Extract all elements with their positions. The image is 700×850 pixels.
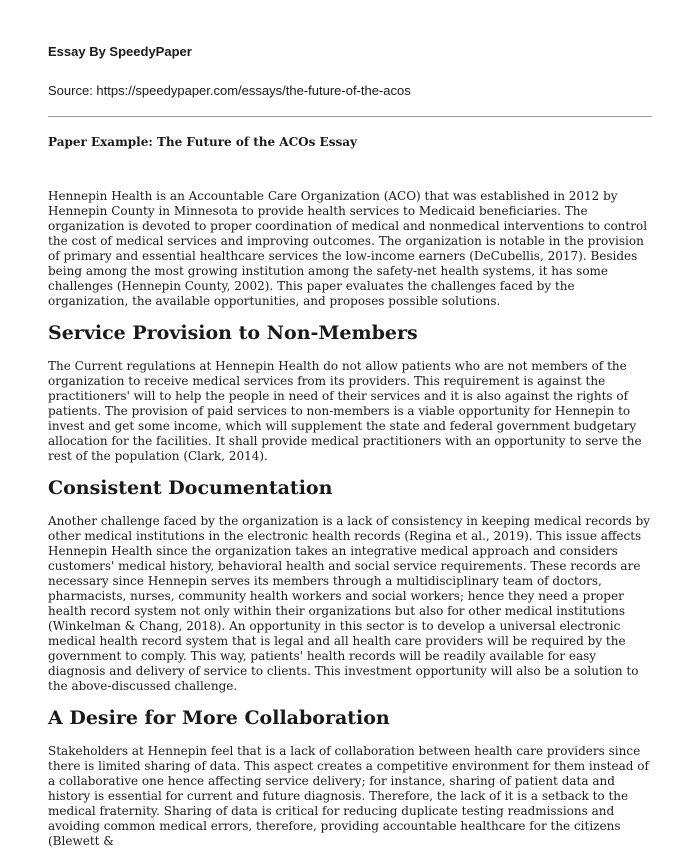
brand-label: Essay By SpeedyPaper	[48, 44, 192, 59]
section-heading-collaboration: A Desire for More Collaboration	[48, 707, 390, 729]
intro-paragraph: Hennepin Health is an Accountable Care Organization (ACO) that was established in 2012 by Hennepin County in Minnesota to provide health services to Medicaid beneficiaries. The organization is devoted to proper coordination of medical and nonmedical interventions to control the cost of medical services and improving outcomes. The organization is notable in the provision of primary and essential healthcare services the low-income earners (DeCubellis, 2017). Besides being among the most growing institution among the safety-net health systems, it has some challenges (Hennepin County, 2002). This paper evaluates the challenges faced by the organization, the available opportunities, and proposes possible solutions.	[48, 189, 648, 308]
section-body-service-provision: The Current regulations at Hennepin Health do not allow patients who are not members of the organization to receive medical services from its providers. This requirement is against the practitioners' will to help the people in need of their services and it is also against the rights of patients. The provision of paid services to non-members is a viable opportunity for Hennepin to invest and get some income, which will supplement the state and federal government budgetary allocation for the facilities. It shall provide medical practitioners with an opportunity to serve the rest of the population (Clark, 2014).	[48, 359, 642, 463]
divider	[48, 116, 652, 117]
section-heading-service-provision: Service Provision to Non-Members	[48, 322, 418, 344]
section-body-collaboration: Stakeholders at Hennepin feel that is a lack of collaboration between health care providers since there is limited sharing of data. This aspect creates a competitive environment for them instead of a collaborative one hence affecting service delivery; for instance, sharing of patient data and history is essential for current and future diagnosis. Therefore, the lack of it is a setback to the medical fraternity. Sharing of data is critical for reducing duplicate testing readmissions and avoiding common medical errors, therefore, providing accountable healthcare for the citizens (Blewett &	[48, 744, 649, 848]
section-body-consistent-documentation: Another challenge faced by the organization is a lack of consistency in keeping medical records by other medical institutions in the electronic health records (Regina et al., 2019). This issue affects Hennepin Health since the organization takes an integrative medical approach and considers customers' medical history, behavioral health and social service requirements. These records are necessary since Hennepin serves its members through a multidisciplinary team of doctors, pharmacists, nurses, community health workers and social workers; hence they need a proper health record system not only within their organizations but also for other medical institutions (Winkelman & Chang, 2018). An opportunity in this sector is to develop a universal electronic medical health record system that is legal and all health care providers will be required by the government to comply. This way, patients' health records will be readily available for easy diagnosis and delivery of service to clients. This investment opportunity will also be a solution to the above-discussed challenge.	[48, 514, 651, 693]
section-heading-consistent-documentation: Consistent Documentation	[48, 477, 333, 499]
page-title: Paper Example: The Future of the ACOs Essay	[48, 135, 357, 149]
source-link[interactable]: Source: https://speedypaper.com/essays/the-future-of-the-acos	[48, 83, 411, 98]
